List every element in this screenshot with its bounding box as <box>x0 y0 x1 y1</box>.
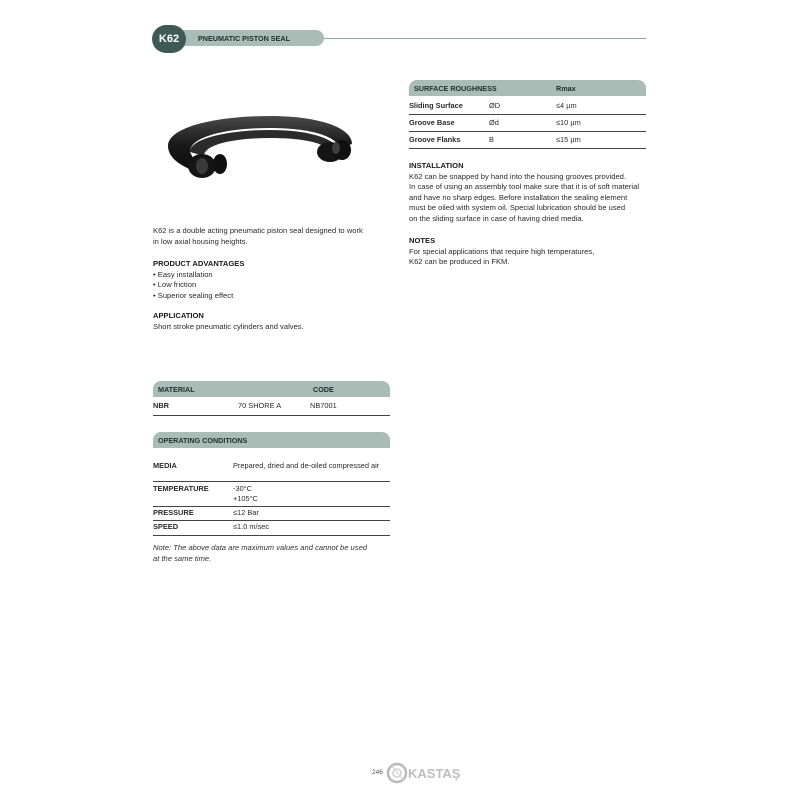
advantage-item: • Superior sealing effect <box>153 290 234 300</box>
code-column-header: CODE <box>313 385 334 394</box>
product-title-bar <box>178 30 324 46</box>
surface-roughness-column-header: SURFACE ROUGHNESS <box>414 84 497 93</box>
kastas-logo <box>386 762 466 784</box>
installation-line: on the sliding surface in case of having dried media. <box>409 213 584 223</box>
brand-name: KASTAŞ <box>408 766 461 781</box>
roughness-label: Groove Base <box>409 118 455 127</box>
notes-line: K62 can be produced in FKM. <box>409 257 510 266</box>
condition-row-speed <box>153 521 390 536</box>
installation-line: and have no sharp edges. Before installation the sealing element <box>409 192 628 202</box>
material-hardness: 70 SHORE A <box>238 401 282 410</box>
condition-label: TEMPERATURE <box>153 484 209 493</box>
product-description <box>153 226 363 247</box>
installation-line: must be oiled with system oil. Special lubrication should be used <box>409 203 626 212</box>
advantage-item: • Easy installation <box>153 269 213 279</box>
roughness-row <box>409 98 646 115</box>
seal-product-image <box>160 108 360 188</box>
roughness-symbol: ØD <box>489 101 501 110</box>
roughness-value: ≤4 µm <box>556 101 577 110</box>
operating-conditions-heading: OPERATING CONDITIONS <box>158 436 248 445</box>
advantage-item: • Low friction <box>153 280 197 289</box>
roughness-symbol: Ød <box>489 118 499 127</box>
application-section <box>153 311 304 332</box>
condition-label: SPEED <box>153 522 179 531</box>
application-heading: APPLICATION <box>153 311 204 320</box>
surface-roughness-header <box>409 80 646 96</box>
material-column-header: MATERIAL <box>158 385 195 394</box>
note-line: Note: The above data are maximum values and cannot be used <box>153 543 368 552</box>
installation-line: In case of using an assembly tool make sure that it is of soft material <box>409 182 640 191</box>
material-table-header <box>153 381 390 397</box>
condition-value: ≤1.0 m/sec <box>233 522 270 531</box>
roughness-value: ≤10 µm <box>556 118 581 127</box>
product-title: PNEUMATIC PISTON SEAL <box>198 33 290 43</box>
roughness-row <box>409 132 646 149</box>
application-text: Short stroke pneumatic cylinders and valves. <box>153 321 304 331</box>
installation-heading: INSTALLATION <box>409 161 464 170</box>
installation-line: K62 can be snapped by hand into the housing grooves provided. <box>409 171 627 181</box>
note-line: at the same time. <box>153 553 212 563</box>
operating-conditions-header <box>153 432 390 448</box>
installation-section <box>409 161 639 224</box>
notes-line: For special applications that require high temperatures, <box>409 246 595 256</box>
condition-row-media <box>153 459 390 482</box>
material-code: NB7001 <box>310 401 337 410</box>
condition-value-secondary: +105°C <box>233 494 258 503</box>
data-note <box>153 543 367 564</box>
condition-row-pressure <box>153 507 390 521</box>
roughness-label: Groove Flanks <box>409 135 461 144</box>
header-divider <box>324 38 646 39</box>
condition-label: PRESSURE <box>153 508 194 517</box>
roughness-value: ≤15 µm <box>556 135 581 144</box>
rmax-column-header: Rmax <box>556 84 576 93</box>
notes-section <box>409 236 594 268</box>
condition-value: Prepared, dried and de-oiled compressed air <box>233 461 380 470</box>
roughness-row <box>409 115 646 132</box>
advantages-heading: PRODUCT ADVANTAGES <box>153 259 245 268</box>
condition-row-temperature <box>153 483 390 507</box>
product-advantages-section <box>153 259 244 301</box>
condition-value: ≤12 Bar <box>233 508 259 517</box>
product-code-badge: K62 <box>152 25 186 53</box>
condition-value: -30°C <box>233 484 252 493</box>
material-name: NBR <box>153 401 170 410</box>
roughness-symbol: B <box>489 135 494 144</box>
notes-heading: NOTES <box>409 236 436 245</box>
page-number: 246 <box>372 769 383 776</box>
material-table-row <box>153 401 390 416</box>
description-line: K62 is a double acting pneumatic piston seal designed to work <box>153 226 363 235</box>
condition-label: MEDIA <box>153 461 177 470</box>
description-line: in low axial housing heights. <box>153 236 248 246</box>
roughness-label: Sliding Surface <box>409 101 463 110</box>
